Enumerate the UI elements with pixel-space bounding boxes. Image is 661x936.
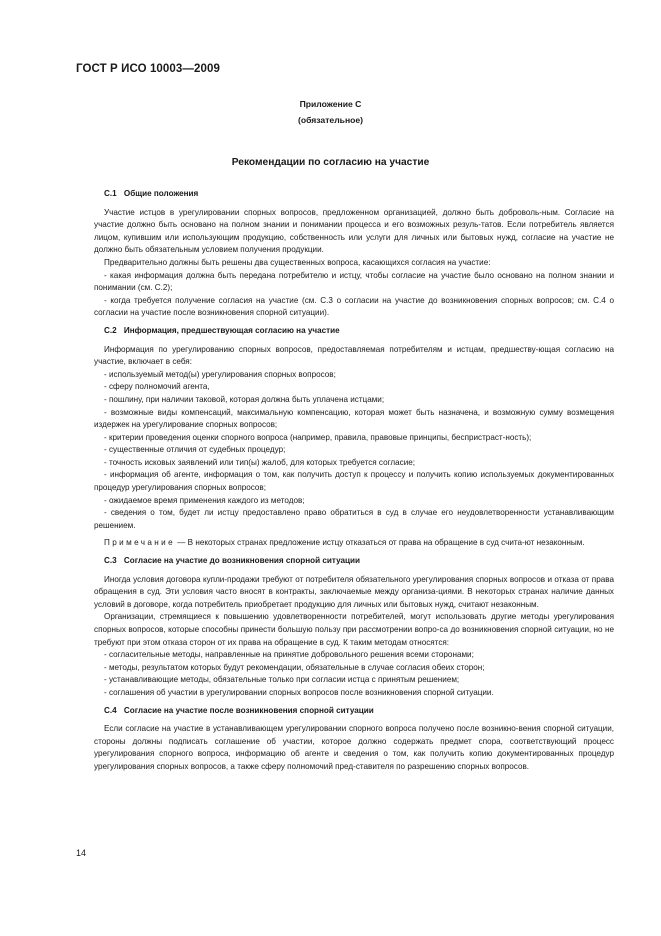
paragraph: Информация по урегулированию спорных вопросов, предоставляемая потребителям и истцам, предшеству-ющая согласию на участие, включает в себя: (94, 344, 614, 367)
list-item: - возможные виды компенсаций, максимальную компенсацию, которая может быть назначена, и возможную сумму возмещения издержек на урегулирование спорных вопросов; (94, 407, 614, 430)
list-item: - какая информация должна быть передана потребителю и истцу, чтобы согласие на участие было основано на полном знании и понимании (см. С.2); (94, 270, 614, 293)
paragraph: Участие истцов в урегулировании спорных вопросов, предложенном организацией, должно быть доброволь-ным. Согласие на участие должно быть основано на полном знании и понимании процесса и его возможных резуль-татов. Если потребитель является лицом, купившим или использующим продукцию, собственность или услуги для личных или бытовых нужд, согласие на участие не должно быть обязательным условием получения продукции. (94, 207, 614, 255)
annex-title: Рекомендации по согласию на участие (231, 157, 430, 168)
annex-heading (0, 96, 661, 128)
list-item: - пошлину, при наличии таковой, которая должна быть уплачена истцами; (104, 394, 385, 404)
section-title: Согласие на участие до возникновения спорной ситуации (123, 556, 361, 566)
paragraph: Иногда условия договора купли-продажи требуют от потребителя обязательного урегулирования спорных вопросов и отказа от права обращения в суд. Эти условия часто вносят в контракты, заключаемые между организа-циями. В некоторых странах наличие данных условий в договоре, когда потребитель приобретает продукцию для личных или бытовых нужд, считают незаконным. (94, 574, 614, 609)
list-item: - сферу полномочий агента, (104, 382, 210, 392)
list-item: - согласительные методы, направленные на принятие добровольного решения всеми сторонами; (104, 650, 474, 660)
list-item: - информация об агенте, информация о том, как получить доступ к процессу и получить копию используемых документированных процедур урегулирования спорных вопросов; (94, 470, 614, 493)
list-item: - используемый метод(ы) урегулирования спорных вопросов; (104, 369, 336, 379)
list-item: - методы, результатом которых будут рекомендации, обязательные в случае согласия обеих сторон; (104, 662, 485, 672)
list-item: - когда требуется получение согласия на участие (см. С.3 о согласии на участие до возникновения спорных вопросов; см. С.4 о согласии на участие после возникновения спорной ситуации). (94, 295, 614, 318)
page-number: 14 (76, 848, 87, 858)
note-text: — В некоторых странах предложение истцу отказаться от права на обращение в суд счита-ют незаконным. (177, 538, 585, 548)
section-heading (94, 555, 614, 568)
list-item: - существенные отличия от судебных процедур; (104, 445, 286, 455)
section-title: Информация, предшествующая согласию на участие (123, 325, 340, 335)
section-heading (94, 325, 614, 338)
list-item: - точность исковых заявлений или тип(ы) жалоб, для которых требуется согласие; (104, 457, 416, 467)
list-item: - сведения о том, будет ли истцу предоставлено право обратиться в суд в случае его неудовлетворенности устанавливающим решением. (94, 508, 614, 530)
section-number: С.2 (104, 325, 117, 335)
annex-status: (обязательное) (297, 115, 364, 125)
paragraph: Организации, стремящиеся к повышению удовлетворенности потребителей, могут использовать другие методы урегулирования спорных вопросов, которые способны принести большую пользу при рассмотрении вопро-са до возникновения спорной ситуации, но не требуют при этом отказа сторон от их права на обращение в суд. К таким методам относятся: (94, 612, 614, 647)
standard-code: ГОСТ Р ИСО 10003—2009 (76, 63, 221, 75)
note (94, 537, 614, 550)
paragraph: Предварительно должны быть решены два существенных вопроса, касающихся согласия на участие: (104, 257, 491, 267)
list-item: - устанавливающие методы, обязательные только при согласии истца с принятым решением; (104, 675, 460, 685)
list-item: - ожидаемое время применения каждого из методов; (104, 495, 305, 505)
section-number: С.4 (104, 705, 117, 715)
section-number: С.1 (104, 189, 117, 198)
section-heading (94, 188, 614, 201)
section-title: Общие положения (123, 189, 199, 198)
note-lead: Примечание (104, 538, 176, 548)
annex-label: Приложение С (299, 99, 362, 109)
section-heading (94, 705, 614, 718)
list-item: - критерии проведения оценки спорного вопроса (например, правила, правовые принципы, беспристраст-ность); (104, 432, 532, 442)
section-title: Согласие на участие после возникновения спорной ситуации (123, 705, 374, 715)
section-number: С.3 (104, 556, 117, 566)
document-body (94, 188, 614, 774)
paragraph: Если согласие на участие в устанавливающем урегулировании спорного вопроса получено после возникно-вения спорной ситуации, стороны должны подписать соглашение об участии, которое должно содержать предмет спора, соответствующий процесс урегулирования спорного вопроса, информацию об агенте и сведения о том, как получить копию документированных процедур урегулирования спорных вопросов, а также сферу полномочий пред-ставителя по разрешению спорных вопросов. (94, 724, 614, 771)
list-item: - соглашения об участии в урегулировании спорных вопросов после возникновения спорной ситуации. (104, 687, 494, 697)
